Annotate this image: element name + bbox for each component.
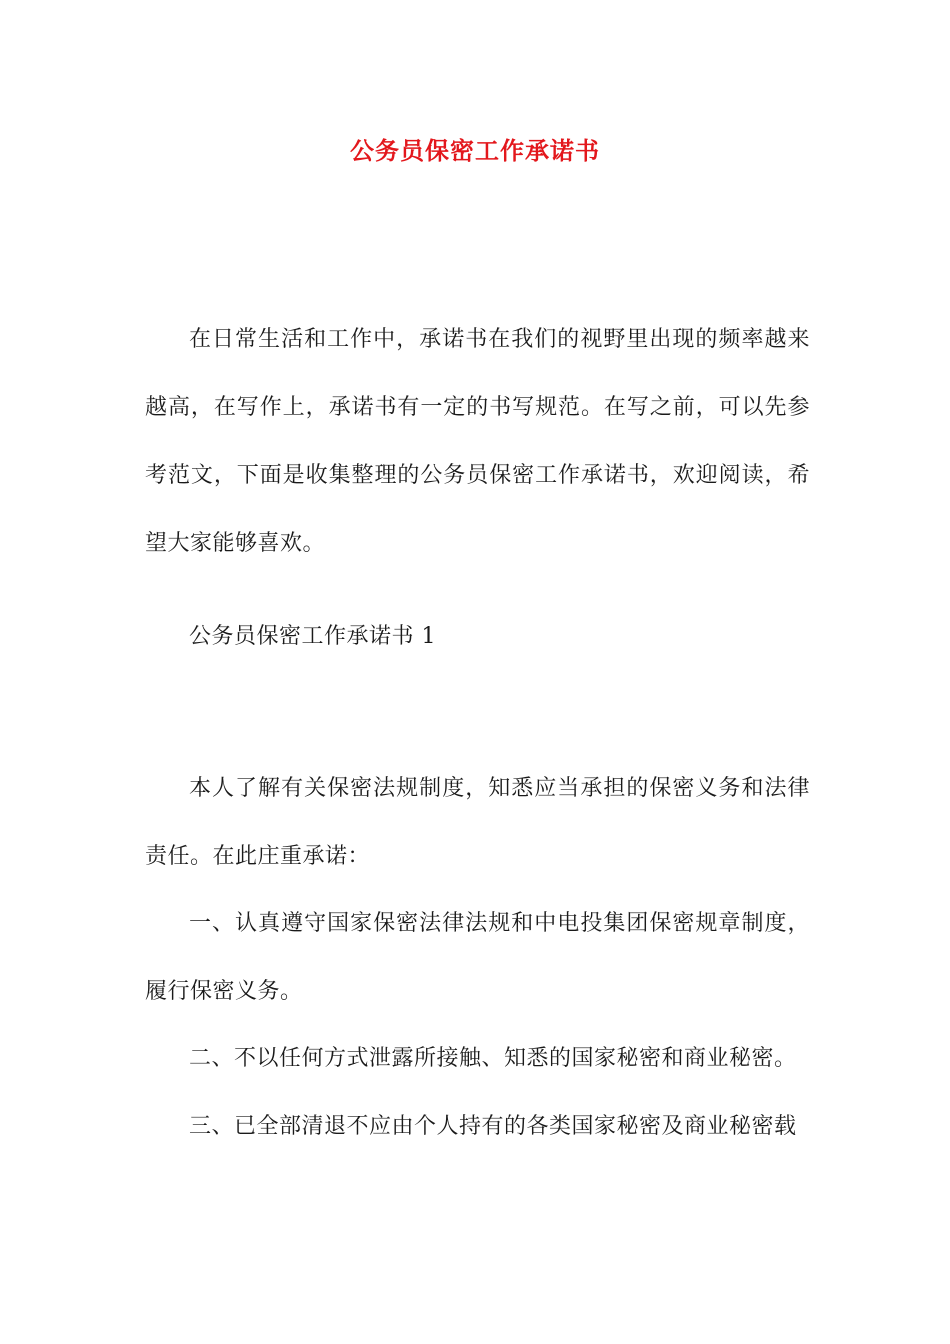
document-title: 公务员保密工作承诺书 [350, 137, 600, 165]
commitment-paragraph: 本人了解有关保密法规制度，知悉应当承担的保密义务和法律责任。在此庄重承诺： [145, 776, 810, 869]
section-subtitle: 公务员保密工作承诺书 1 [189, 624, 436, 649]
commitment-item-2: 二、不以任何方式泄露所接触、知悉的国家秘密和商业秘密。 [189, 1046, 797, 1071]
commitment-item-1: 一、认真遵守国家保密法律法规和中电投集团保密规章制度，履行保密义务。 [145, 911, 810, 1004]
intro-paragraph: 在日常生活和工作中，承诺书在我们的视野里出现的频率越来越高，在写作上，承诺书有一定的书写规范。在写之前，可以先参考范文，下面是收集整理的公务员保密工作承诺书，欢迎阅读，希望大家能够喜欢。 [145, 327, 810, 556]
commitment-item-3: 三、已全部清退不应由个人持有的各类国家秘密及商业秘密载 [189, 1114, 797, 1139]
